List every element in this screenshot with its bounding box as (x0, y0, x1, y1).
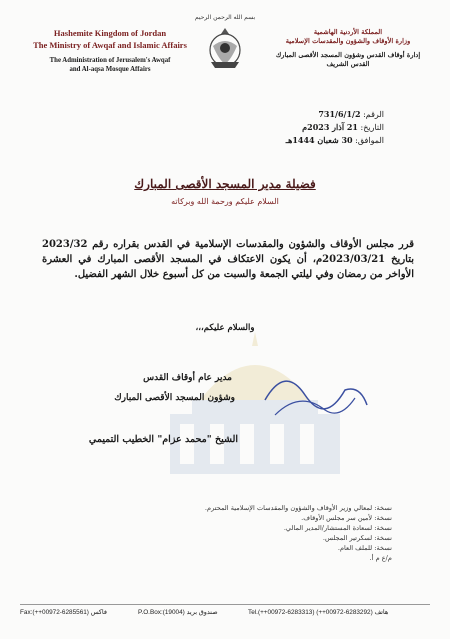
copies-list (205, 503, 392, 563)
header-english (20, 28, 200, 74)
ref-number-label: الرقم: (363, 110, 384, 119)
header-ar-kingdom: المملكة الأردنية الهاشمية (313, 28, 383, 36)
signature-title-line1: مدير عام أوقاف القدس (143, 373, 232, 383)
letter-body: قرر مجلس الأوقاف والشؤون والمقدسات الإسلامية في القدس بقراره رقم 2023/32 بتاريخ 2023/03/21م، أن يكون الاعتكاف في المسجد الأقصى المبارك في العشرة الأواخر من رمضان وفي ليلتي الجمعة والسبت من كل أسبوع خلال الشهر الفضيل. (42, 239, 414, 280)
footer-tel: Tel.(++00972-6283313) (++00972-6283292) هاتف (248, 609, 389, 616)
copy-item: نسخة: لأمين سر مجلس الأوقاف. (301, 514, 392, 522)
header-arabic (258, 28, 438, 69)
copy-item: نسخة: للملف العام. (337, 544, 392, 552)
ref-date: 21 آذار 2023م (302, 122, 358, 132)
ref-hijri-label: الموافق: (355, 136, 384, 145)
footer-pobox: P.O.Box:(19004) صندوق بريد (138, 609, 218, 616)
header-en-kingdom: Hashemite Kingdom of Jordan (53, 28, 167, 38)
letter-title: فضيلة مدير المسجد الأقصى المبارك (134, 177, 316, 191)
signature-scribble-icon (255, 360, 375, 430)
jordan-crest-icon (205, 26, 245, 72)
header-ar-ministry: وزارة الأوقاف والشؤون والمقدسات الإسلامية (285, 37, 411, 45)
signature-name: الشيخ "محمد عزام" الخطيب التميمي (88, 434, 238, 445)
header-en-aqsa: and Al-aqsa Mosque Affairs (69, 66, 151, 73)
ref-number-row (286, 108, 384, 121)
header-ar-jerusalem: القدس الشريف (326, 60, 370, 68)
header-en-administration: The Administration of Jerusalem's Awqaf (49, 57, 171, 64)
ref-number: 731/6/1/2 (318, 109, 361, 119)
header-ar-administration: إدارة أوقاف القدس وشؤون المسجد الأقصى المبارك (275, 51, 421, 59)
footer-fax: Fax:(++00972-6285561) فاكس (20, 609, 107, 616)
copy-item: نسخة: لسكرتير المجلس. (322, 534, 392, 542)
ref-hijri: 30 شعبان 1444هـ (285, 135, 353, 145)
ref-date-row (286, 121, 384, 134)
copy-item: نسخة: لسعادة المستشار/المدير المالي. (283, 524, 392, 532)
signature-title-line2: وشؤون المسجد الأقصى المبارك (114, 393, 235, 403)
basmala: بسم الله الرحمن الرحيم (194, 14, 256, 21)
footer-divider (20, 604, 430, 605)
copy-item: م/ع م أ. (369, 554, 392, 562)
ref-hijri-row (286, 134, 384, 147)
ref-date-label: التاريخ: (360, 123, 384, 132)
letter-closing: والسلام عليكم،،، (195, 323, 255, 333)
copy-item: نسخة: لمعالي وزير الأوقاف والشؤون والمقدسات الإسلامية المحترم. (204, 504, 392, 512)
letter-greeting: السلام عليكم ورحمة الله وبركاته (171, 197, 279, 206)
header-en-ministry: The Ministry of Awqaf and Islamic Affairs (33, 40, 187, 50)
reference-block (286, 108, 384, 147)
